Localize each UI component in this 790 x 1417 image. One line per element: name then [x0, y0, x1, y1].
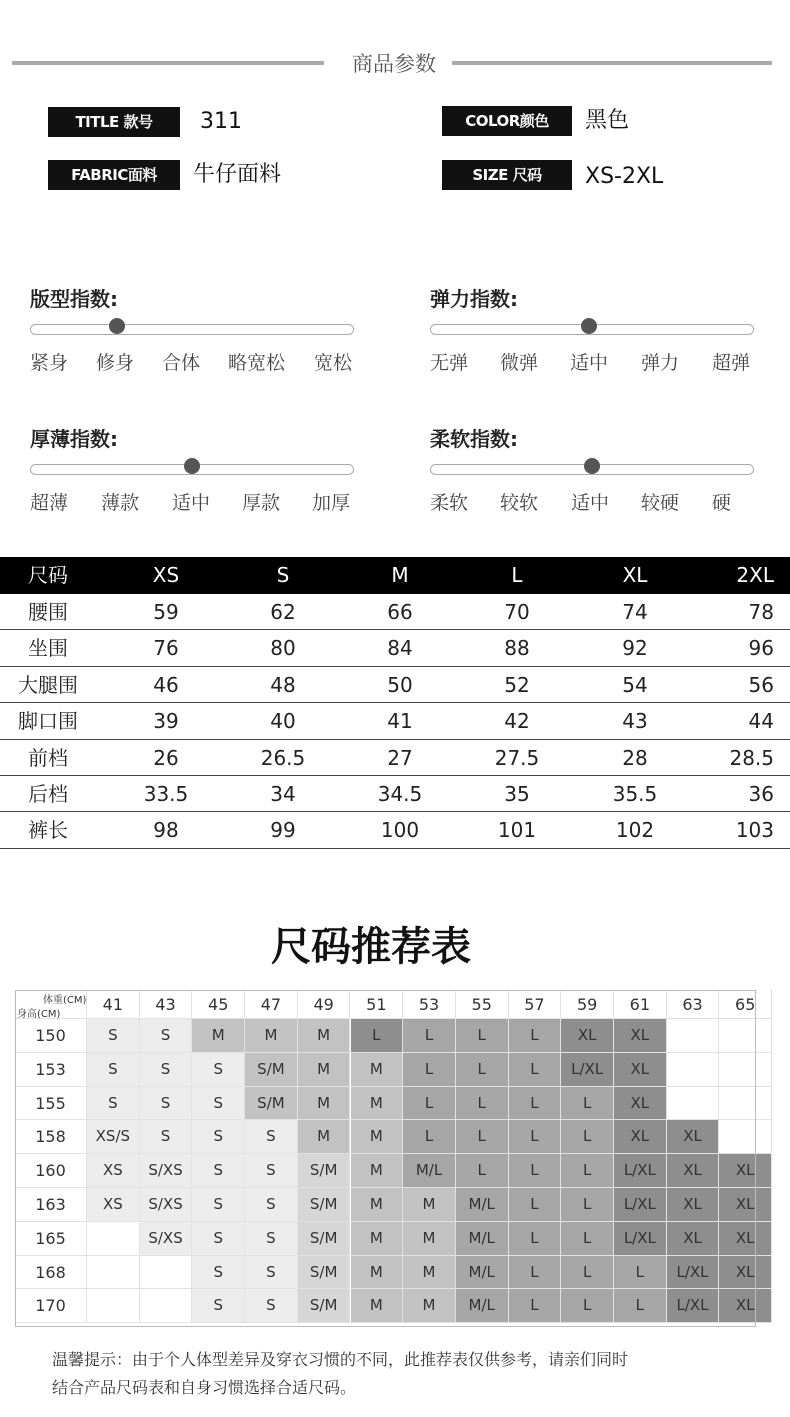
size-table-header-cell: XL [622, 563, 648, 587]
index-label: 柔软 [430, 492, 469, 514]
index-label: 宽松 [314, 352, 353, 374]
size-table-cell: 62 [270, 600, 296, 624]
recommend-cell: L [561, 1188, 614, 1222]
index-label: 厚款 [242, 492, 281, 514]
index-label: 适中 [570, 352, 609, 374]
size-table-cell: 42 [504, 709, 530, 734]
index-label: 较软 [500, 492, 539, 514]
index-label: 合体 [162, 352, 201, 374]
size-table-cell: 103 [735, 818, 774, 843]
size-table [0, 557, 790, 849]
size-table-cell: 70 [504, 600, 530, 624]
size-table-header-cell: S [276, 563, 290, 587]
weight-header-cell: 65 [719, 990, 772, 1019]
index-slider-knob [584, 458, 600, 474]
param-tag-size: SIZE 尺码 [442, 160, 572, 190]
index-title: 厚薄指数: [30, 427, 118, 451]
size-table-header-cell: L [511, 563, 523, 587]
size-table-cell: 大腿围 [18, 672, 78, 697]
section-title: 商品参数 [352, 52, 436, 76]
size-table-header-cell: 尺码 [28, 563, 68, 587]
recommend-cell: M [298, 1120, 351, 1154]
size-table-cell: 28.5 [729, 745, 774, 770]
size-table-cell: 59 [153, 600, 179, 624]
recommend-cell: L [456, 1019, 509, 1053]
size-table-cell: 78 [748, 600, 774, 624]
recommend-cell: S/M [298, 1154, 351, 1188]
recommend-cell [719, 1087, 772, 1121]
size-table-row [0, 630, 790, 666]
recommend-cell: L [561, 1256, 614, 1290]
weight-header-cell: 47 [245, 990, 298, 1019]
recommend-cell: M [351, 1289, 404, 1323]
recommend-cell: S [87, 1053, 140, 1087]
recommend-cell: M [298, 1053, 351, 1087]
recommend-cell: L [509, 1188, 562, 1222]
size-table-cell: 39 [153, 709, 179, 734]
recommend-cell: M/L [456, 1188, 509, 1222]
recommend-cell: L [561, 1222, 614, 1256]
recommend-cell: XL [667, 1188, 720, 1222]
size-table-cell: 54 [622, 672, 648, 697]
size-table-cell: 27 [387, 745, 413, 770]
recommend-cell: S [192, 1222, 245, 1256]
size-table-cell: 前档 [28, 745, 68, 770]
size-table-cell: 35 [504, 781, 530, 806]
height-row-header: 155 [15, 1087, 87, 1121]
recommend-cell: M [351, 1053, 404, 1087]
size-table-cell: 80 [270, 636, 296, 661]
recommend-cell: S [245, 1154, 298, 1188]
index-label: 紧身 [30, 352, 69, 374]
size-table-cell: 26 [153, 745, 179, 770]
recommend-title: 尺码推荐表 [271, 924, 471, 970]
recommend-cell: S [87, 1019, 140, 1053]
index-label: 无弹 [430, 352, 469, 374]
weight-header-cell: 43 [140, 990, 193, 1019]
header-line-right [452, 61, 772, 65]
weight-header-cell: 63 [667, 990, 720, 1019]
size-table-cell: 101 [497, 818, 537, 843]
size-table-row [0, 812, 790, 848]
size-table-row [0, 776, 790, 812]
recommend-cell: L [509, 1256, 562, 1290]
recommend-cell: M/L [456, 1289, 509, 1323]
index-label: 适中 [172, 492, 211, 514]
index-title: 柔软指数: [430, 427, 518, 451]
recommend-cell: L/XL [614, 1222, 667, 1256]
recommend-cell: XL [719, 1222, 772, 1256]
weight-axis-label: 体重(CM) [43, 995, 87, 1006]
size-table-cell: 26.5 [260, 745, 306, 770]
recommend-cell: XL [719, 1188, 772, 1222]
recommend-cell: L/XL [667, 1256, 720, 1290]
height-row-header: 165 [15, 1222, 87, 1256]
size-table-cell: 102 [615, 818, 655, 843]
recommend-cell: L [509, 1154, 562, 1188]
recommend-cell: S [245, 1222, 298, 1256]
index-label: 适中 [571, 492, 610, 514]
recommend-cell: L [509, 1222, 562, 1256]
index-slider-knob [184, 458, 200, 474]
recommend-cell: S [140, 1019, 193, 1053]
recommend-cell: L [509, 1087, 562, 1121]
recommend-cell: M/L [403, 1154, 456, 1188]
index-slider-knob [581, 318, 597, 334]
size-table-cell: 50 [387, 672, 413, 697]
recommend-cell: XL [667, 1222, 720, 1256]
recommend-cell: M [351, 1120, 404, 1154]
param-value-fabric: 牛仔面料 [193, 162, 282, 187]
size-table-row [0, 740, 790, 776]
recommend-cell: L/XL [614, 1154, 667, 1188]
size-table-cell: 33.5 [143, 781, 189, 806]
size-table-cell: 43 [622, 709, 648, 734]
recommend-cell [667, 1019, 720, 1053]
recommend-cell: M [351, 1188, 404, 1222]
recommend-cell: M [298, 1019, 351, 1053]
size-table-cell: 96 [748, 636, 774, 661]
recommend-cell: M/L [456, 1222, 509, 1256]
param-tag-fabric: FABRIC面料 [48, 160, 180, 190]
recommend-cell [140, 1289, 193, 1323]
recommend-cell: M [298, 1087, 351, 1121]
size-table-cell: 56 [748, 672, 774, 697]
size-table-row [0, 703, 790, 739]
size-table-row [0, 667, 790, 703]
header-line-left [12, 61, 324, 65]
recommend-cell: L [456, 1120, 509, 1154]
recommend-cell: XL [719, 1154, 772, 1188]
recommend-cell: S [140, 1053, 193, 1087]
recommend-cell: L [614, 1289, 667, 1323]
recommend-cell: L [614, 1256, 667, 1290]
recommend-cell [667, 1087, 720, 1121]
size-table-cell: 40 [270, 709, 296, 734]
recommend-cell: XL [614, 1087, 667, 1121]
size-table-cell: 裤长 [28, 818, 68, 843]
index-label: 略宽松 [228, 352, 286, 374]
recommend-cell [87, 1289, 140, 1323]
recommend-cell: S [192, 1154, 245, 1188]
height-row-header: 150 [15, 1019, 87, 1053]
recommend-cell: M [403, 1188, 456, 1222]
size-table-cell: 92 [622, 636, 648, 661]
size-table-cell: 36 [748, 781, 774, 806]
recommend-cell: S [192, 1188, 245, 1222]
recommend-cell: L [561, 1120, 614, 1154]
param-tag-color: COLOR颜色 [442, 106, 572, 136]
recommend-cell: M [403, 1222, 456, 1256]
recommend-cell: L [456, 1087, 509, 1121]
weight-header-cell: 61 [614, 990, 667, 1019]
recommend-cell: L [509, 1289, 562, 1323]
size-table-cell: 28 [622, 745, 648, 770]
size-table-header [0, 557, 790, 594]
recommend-cell: S/XS [140, 1188, 193, 1222]
recommend-cell: L/XL [614, 1188, 667, 1222]
recommend-cell: XS/S [87, 1120, 140, 1154]
recommend-cell: XL [667, 1154, 720, 1188]
index-label: 超弹 [712, 352, 751, 374]
height-row-header: 160 [15, 1154, 87, 1188]
recommend-cell: S [245, 1120, 298, 1154]
size-table-cell: 27.5 [494, 745, 540, 770]
recommend-cell: L [561, 1087, 614, 1121]
weight-header-cell: 49 [298, 990, 351, 1019]
height-row-header: 158 [15, 1120, 87, 1154]
recommend-cell: S [192, 1256, 245, 1290]
weight-header-cell: 55 [456, 990, 509, 1019]
weight-header-cell: 57 [509, 990, 562, 1019]
recommend-cell: XL [719, 1289, 772, 1323]
size-table-cell: 41 [387, 709, 413, 734]
index-label: 较硬 [641, 492, 680, 514]
size-table-cell: 44 [748, 709, 774, 734]
size-table-cell: 35.5 [612, 781, 658, 806]
param-value-size: XS-2XL [585, 164, 664, 189]
recommend-cell: L [403, 1120, 456, 1154]
weight-header-cell: 45 [192, 990, 245, 1019]
size-table-cell: 66 [387, 600, 413, 624]
recommend-cell [87, 1256, 140, 1290]
recommend-cell: L [403, 1053, 456, 1087]
recommend-cell: M [403, 1256, 456, 1290]
size-table-cell: 88 [504, 636, 530, 661]
recommend-cell: S [192, 1087, 245, 1121]
index-label: 超薄 [30, 492, 69, 514]
recommend-cell: L [456, 1053, 509, 1087]
recommend-cell [140, 1256, 193, 1290]
size-table-cell: 34.5 [377, 781, 423, 806]
recommend-cell: S/M [245, 1087, 298, 1121]
recommend-cell: S/M [298, 1222, 351, 1256]
index-label: 加厚 [312, 492, 351, 514]
size-table-cell: 100 [380, 818, 420, 843]
recommend-cell: S/M [298, 1256, 351, 1290]
index-label: 弹力 [641, 352, 680, 374]
recommend-cell: L/XL [667, 1289, 720, 1323]
index-label: 薄款 [101, 492, 140, 514]
index-title: 版型指数: [30, 287, 118, 311]
recommend-cell: L/XL [561, 1053, 614, 1087]
size-table-row [0, 594, 790, 630]
recommend-cell: L [456, 1154, 509, 1188]
size-table-cell: 98 [153, 818, 179, 843]
recommend-cell: XL [614, 1120, 667, 1154]
param-tag-title: TITLE 款号 [48, 107, 180, 137]
recommend-cell: XL [614, 1053, 667, 1087]
recommend-cell: L [403, 1019, 456, 1053]
size-table-cell: 52 [504, 672, 530, 697]
recommend-cell: S [245, 1188, 298, 1222]
height-row-header: 170 [15, 1289, 87, 1323]
recommend-cell: L [509, 1053, 562, 1087]
size-table-cell: 46 [153, 672, 179, 697]
recommend-cell: S [192, 1289, 245, 1323]
recommend-cell: M [403, 1289, 456, 1323]
height-axis-label: 身高(CM) [17, 1009, 61, 1020]
weight-header-cell: 41 [87, 990, 140, 1019]
recommend-cell: S/M [245, 1053, 298, 1087]
recommend-cell: S/XS [140, 1154, 193, 1188]
recommend-cell: L [403, 1087, 456, 1121]
recommend-cell: S/XS [140, 1222, 193, 1256]
recommend-cell: XL [561, 1019, 614, 1053]
recommend-cell: XL [667, 1120, 720, 1154]
weight-header-cell: 59 [561, 990, 614, 1019]
recommend-cell [719, 1120, 772, 1154]
param-value-title: 311 [200, 109, 242, 134]
weight-header-cell: 51 [351, 990, 404, 1019]
recommend-cell: M [351, 1222, 404, 1256]
recommend-cell: S [192, 1120, 245, 1154]
recommend-cell: S/M [298, 1188, 351, 1222]
recommend-cell: S [245, 1256, 298, 1290]
recommend-cell: M/L [456, 1256, 509, 1290]
index-label: 修身 [96, 352, 135, 374]
height-row-header: 153 [15, 1053, 87, 1087]
recommend-cell [719, 1053, 772, 1087]
size-table-cell: 34 [270, 781, 296, 806]
recommend-cell: S [87, 1087, 140, 1121]
recommend-cell: S/M [298, 1289, 351, 1323]
index-title: 弹力指数: [430, 287, 518, 311]
recommend-cell: L [509, 1019, 562, 1053]
recommend-cell: L [561, 1154, 614, 1188]
height-row-header: 163 [15, 1188, 87, 1222]
index-label: 硬 [712, 492, 732, 514]
recommend-cell [87, 1222, 140, 1256]
size-table-cell: 84 [387, 636, 413, 661]
recommend-cell: L [509, 1120, 562, 1154]
recommend-cell: XL [719, 1256, 772, 1290]
param-value-color: 黑色 [585, 108, 630, 133]
size-table-cell: 脚口围 [18, 709, 78, 734]
recommend-cell: S [192, 1053, 245, 1087]
recommend-cell [719, 1019, 772, 1053]
recommend-cell: M [351, 1256, 404, 1290]
note-line-2: 结合产品尺码表和自身习惯选择合适尺码。 [52, 1378, 357, 1397]
recommend-cell: S [140, 1120, 193, 1154]
size-table-cell: 48 [270, 672, 296, 697]
note-line-1: 温馨提示：由于个人体型差异及穿衣习惯的不同，此推荐表仅供参考，请亲们同时 [52, 1350, 629, 1369]
recommend-cell: S [245, 1289, 298, 1323]
size-table-cell: 76 [153, 636, 179, 661]
weight-header-cell: 53 [403, 990, 456, 1019]
height-row-header: 168 [15, 1256, 87, 1290]
recommend-cell: XS [87, 1154, 140, 1188]
recommend-cell: S [140, 1087, 193, 1121]
index-slider-track [30, 324, 354, 335]
recommend-cell: M [192, 1019, 245, 1053]
recommend-cell: M [245, 1019, 298, 1053]
size-table-cell: 74 [622, 600, 648, 624]
recommend-cell [667, 1053, 720, 1087]
size-table-cell: 腰围 [28, 600, 68, 624]
size-table-cell: 99 [270, 818, 296, 843]
recommend-cell: XL [614, 1019, 667, 1053]
index-label: 微弹 [500, 352, 539, 374]
size-table-cell: 坐围 [28, 636, 68, 661]
recommend-cell: L [561, 1289, 614, 1323]
recommend-cell: M [351, 1087, 404, 1121]
size-table-header-cell: M [391, 563, 409, 587]
recommend-cell: M [351, 1154, 404, 1188]
recommend-cell: XS [87, 1188, 140, 1222]
size-table-header-cell: XS [152, 563, 180, 587]
recommend-cell: L [351, 1019, 404, 1053]
size-table-header-cell: 2XL [736, 563, 774, 587]
size-table-cell: 后档 [28, 781, 68, 806]
